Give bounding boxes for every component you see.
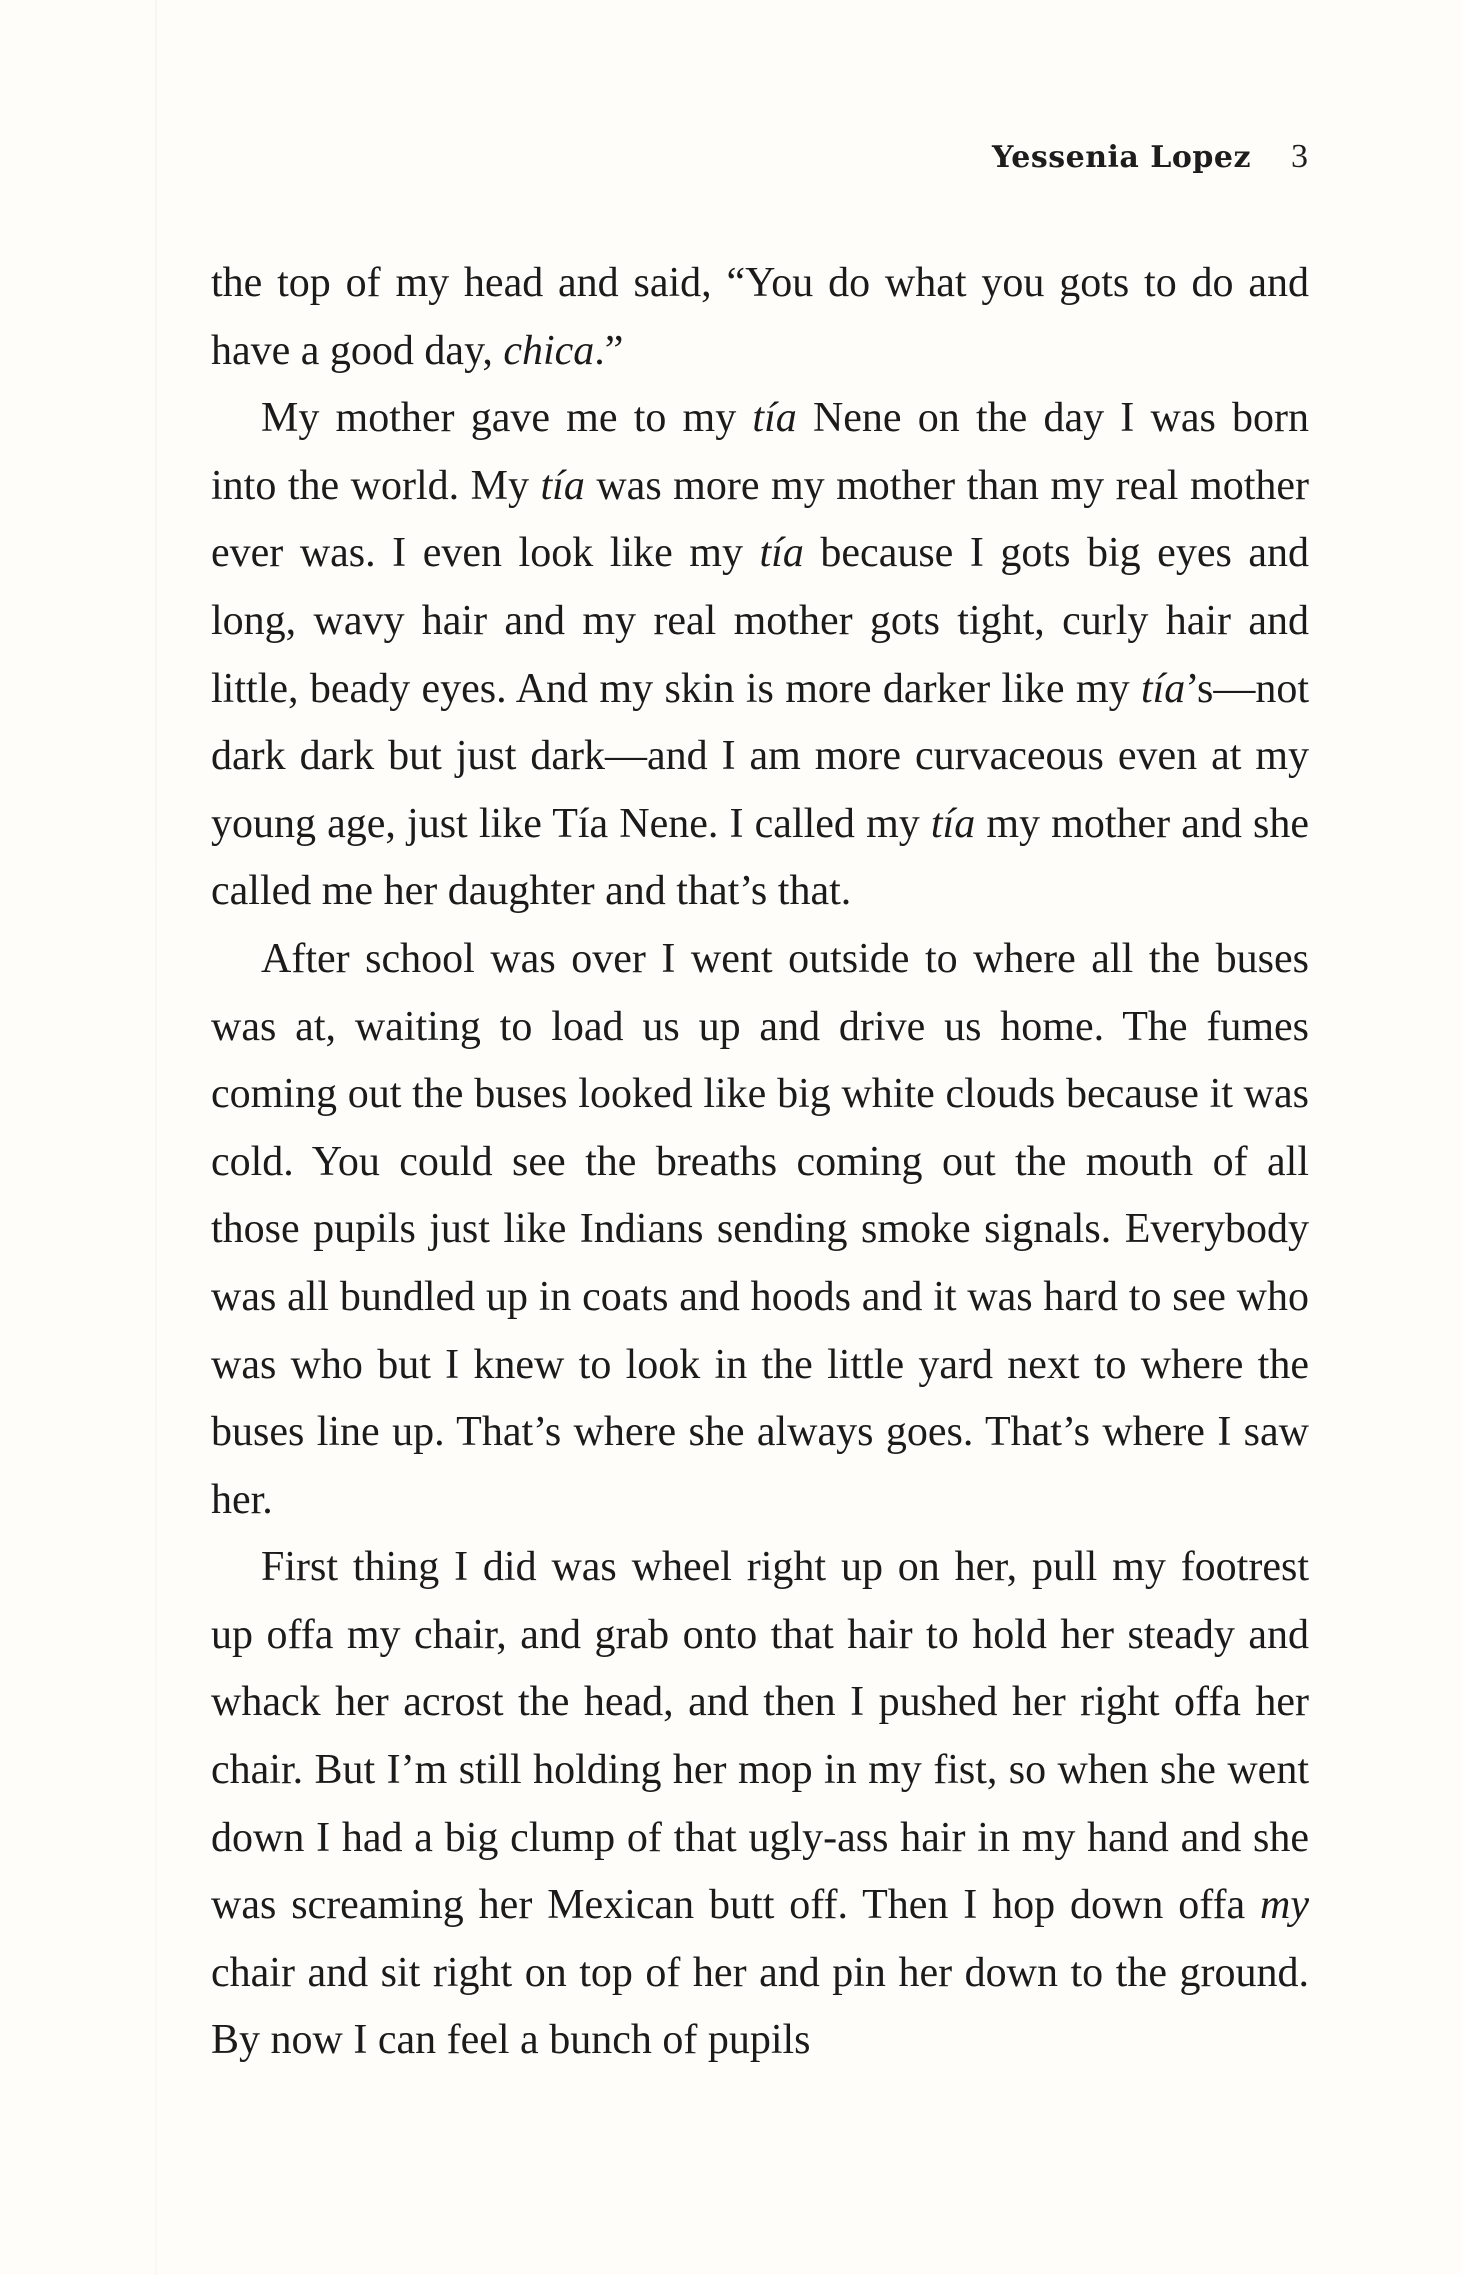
text-run: .”	[594, 327, 624, 374]
text-run: my mother and she called me her daughter and that’s that.	[211, 800, 1310, 915]
text-run: After school was over I went outside to where all the buses was at, waiting to load us up and drive us home. The fumes coming out the buses looked like big white clouds because it was cold. You could see the breaths coming out the mouth of all those pupils just like Indians sending smoke signals. Everybody was all bundled up in coats and hoods and it was hard to see who was who but I knew to look in the little yard next to where the buses line up. That’s where she always goes. That’s where I saw her.	[211, 935, 1309, 1523]
running-title: Yessenia Lopez	[991, 140, 1251, 175]
italic-run: tía	[752, 395, 797, 442]
paragraph-2	[211, 385, 1309, 926]
italic-run: tía	[930, 800, 976, 847]
italic-run: my	[1260, 1882, 1309, 1929]
italic-run: tía	[1140, 665, 1186, 712]
scan-shadow	[155, 0, 157, 2275]
text-run: was more my mother than my real mother ever was. I even look like my	[211, 462, 1309, 577]
text-run: Nene on the day I was born into the world. My	[211, 395, 1309, 509]
italic-run: tía	[759, 530, 804, 577]
paragraph-3	[211, 926, 1309, 1534]
text-run: because I gots big eyes and long, wavy hair and my real mother gots tight, curly hair and little, beady eyes. And my skin is more darker like my	[211, 530, 1309, 712]
text-run: My mother gave me to my	[261, 395, 753, 442]
italic-run: chica	[503, 327, 595, 374]
text-run: chair and sit right on top of her and pin her down to the ground. By now I can feel a bunch of pupils	[211, 1949, 1309, 2064]
paragraph-1	[211, 250, 1309, 385]
text-run: ’s—not dark dark but just dark—and I am more curvaceous even at my young age, just like Tía Nene. I called my	[211, 665, 1309, 847]
text-run: the top of my head and said, “You do what you gots to do and have a good day,	[211, 260, 1309, 374]
body-text	[211, 250, 1309, 2075]
page-number: 3	[1291, 138, 1308, 175]
italic-run: tía	[540, 462, 585, 509]
paragraph-4	[211, 1534, 1309, 2075]
text-run: First thing I did was wheel right up on her, pull my footrest up offa my chair, and grab onto that hair to hold her steady and whack her acrost the head, and then I pushed her right offa her chair. But I’m still holding her mop in my fist, so when she went down I had a big clump of that ugly-ass hair in my hand and she was screaming her Mexican butt off. Then I hop down offa	[211, 1544, 1309, 1929]
running-head	[992, 138, 1308, 176]
